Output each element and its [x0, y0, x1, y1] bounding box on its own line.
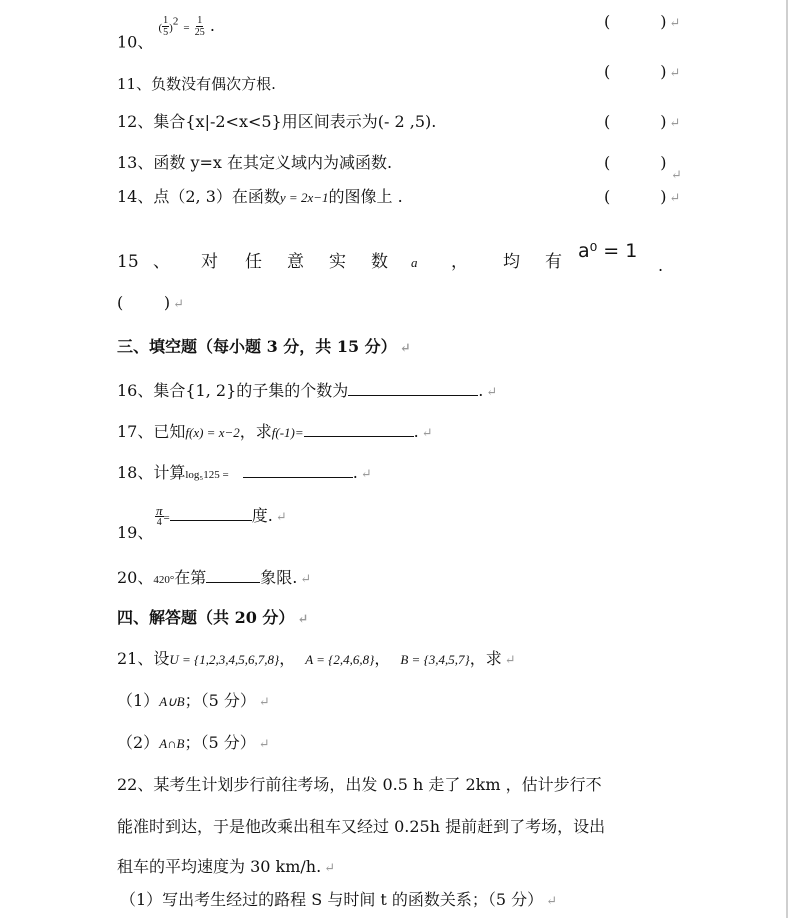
- return-mark-icon: ↵: [360, 467, 372, 482]
- q15-part: 均: [503, 252, 520, 272]
- question-text: 14、点（2, 3）在函数: [117, 187, 280, 206]
- question-21: [117, 649, 516, 671]
- period: .: [352, 463, 358, 482]
- formula: 420°: [153, 574, 175, 586]
- question-number: 20、: [117, 568, 154, 587]
- period: .: [209, 16, 215, 36]
- q15-part: 意: [287, 252, 304, 272]
- question-14: [117, 187, 403, 208]
- return-mark-icon: ↵: [669, 191, 681, 206]
- question-12: [117, 112, 436, 132]
- question-19-body: [155, 505, 287, 528]
- question-17: [117, 421, 433, 444]
- q15-part: ，: [451, 252, 468, 272]
- paren-open: (: [604, 12, 611, 31]
- return-mark-icon: ↵: [399, 341, 411, 356]
- answer-paren-12[interactable]: [604, 112, 680, 134]
- question-text: ，求: [239, 422, 272, 441]
- formula: a⁰ = 1: [578, 240, 638, 262]
- exponent: 2: [172, 16, 179, 28]
- question-16: [117, 380, 497, 403]
- question-text-tail: 的图像上 .: [328, 187, 403, 206]
- question-22-line-2: [117, 817, 605, 837]
- answer-paren-11[interactable]: [604, 62, 680, 84]
- formula: ( $\frac{1}{5}$ )$^2$ = $\frac{1}{25}$ .: [158, 15, 215, 39]
- section-title-fill-in: [117, 337, 411, 359]
- score: ；（5 分）: [184, 733, 256, 752]
- q15-part: 对: [201, 252, 218, 272]
- denominator: 25: [194, 27, 205, 39]
- score: ；（5 分）: [184, 691, 256, 710]
- paren-close: ): [660, 153, 667, 172]
- answer-paren-15[interactable]: [117, 293, 184, 315]
- question-13: [117, 153, 392, 173]
- q15-part: 实: [329, 252, 346, 272]
- separator: ，: [374, 649, 391, 668]
- question-text: 18、计算: [117, 463, 186, 482]
- formula: A∩B: [159, 736, 185, 751]
- formula: y = 2x−1: [279, 190, 329, 205]
- heading: 四、解答题（共 20 分）: [117, 608, 295, 627]
- answer-blank[interactable]: [170, 505, 252, 521]
- paren-open: (: [604, 62, 611, 81]
- denominator: 4: [156, 517, 162, 528]
- formula-b: B = {3,4,5,7}: [400, 652, 470, 667]
- return-mark-icon: ↵: [421, 426, 433, 441]
- question-number: 19、: [117, 523, 154, 542]
- answer-blank[interactable]: [243, 462, 353, 478]
- answer-blank[interactable]: [304, 421, 414, 437]
- question-text: 在第: [174, 568, 207, 587]
- q15-part: a: [411, 255, 418, 270]
- numerator: π: [156, 503, 163, 518]
- return-mark-icon: ↵: [173, 297, 185, 312]
- paren-close: ): [660, 187, 667, 206]
- q15-part: 15: [117, 252, 139, 272]
- paren-close: ): [660, 12, 667, 31]
- question-21-part-1: [117, 691, 270, 713]
- question-22-part-1: [120, 890, 557, 912]
- formula: A∪B: [159, 694, 185, 709]
- separator: ，: [279, 649, 296, 668]
- return-mark-icon: ↵: [669, 116, 681, 131]
- denominator: 5: [163, 27, 169, 39]
- formula: log₅125 =: [185, 469, 229, 481]
- return-mark-icon: ↵: [300, 572, 312, 587]
- return-mark-icon: ↵: [669, 66, 681, 81]
- answer-blank[interactable]: [348, 380, 478, 396]
- question-10: [117, 15, 215, 54]
- paren-close: ): [660, 112, 667, 131]
- numerator: 1: [197, 15, 203, 27]
- q15-part: 有: [545, 252, 562, 272]
- question-text: 11、负数没有偶次方根.: [117, 75, 276, 93]
- equals: =: [183, 22, 190, 35]
- question-text: 17、已知: [117, 422, 186, 441]
- question-text: 13、函数 y=x 在其定义域内为减函数.: [117, 153, 393, 172]
- return-mark-icon: ↵: [258, 695, 270, 710]
- return-mark-icon: ↵: [504, 653, 516, 668]
- section-title-answer: [117, 608, 308, 630]
- question-text: 22、某考生计划步行前往考场，出发 0.5 h 走了 2km ，估计步行不: [117, 775, 602, 794]
- question-22-line-1: [117, 775, 602, 795]
- question-text: 16、集合{1, 2}的子集的个数为: [117, 381, 349, 400]
- question-text: 象限.: [260, 568, 298, 587]
- period: .: [478, 381, 484, 400]
- question-text: （1）写出考生经过的路程 S 与时间 t 的函数关系；（5 分）: [120, 890, 544, 909]
- numerator: 1: [163, 15, 169, 27]
- answer-paren-10[interactable]: [604, 12, 680, 34]
- return-mark-icon: ↵: [546, 894, 558, 909]
- return-mark-icon: ↵: [669, 16, 681, 31]
- question-21-part-2: [117, 733, 270, 755]
- question-19: [117, 523, 153, 543]
- question-text: ，求: [469, 649, 502, 668]
- question-18: [117, 462, 372, 485]
- question-text: 12、集合{x|-2<x<5}用区间表示为(- 2 ,5).: [117, 112, 437, 131]
- sub-label: （1）: [117, 691, 160, 710]
- return-mark-icon: ↵: [275, 510, 287, 525]
- question-text: 租车的平均速度为 30 km/h.: [117, 857, 322, 876]
- equals: =: [163, 512, 170, 524]
- paren-open: (: [604, 187, 611, 206]
- return-mark-icon: ↵: [258, 737, 270, 752]
- paren-close: ): [660, 62, 667, 81]
- formula-a: A = {2,4,6,8}: [305, 652, 375, 667]
- formula-u: U = {1,2,3,4,5,6,7,8}: [169, 652, 280, 667]
- heading: 三、填空题（每小题 3 分，共 15 分）: [117, 337, 397, 356]
- paren-open: (: [604, 153, 611, 172]
- answer-paren-13[interactable]: [604, 153, 667, 173]
- q15-part: 任: [245, 252, 262, 272]
- question-text: 度.: [251, 506, 273, 525]
- question-20: [117, 567, 311, 590]
- sub-label: （2）: [117, 733, 160, 752]
- return-mark-icon: ↵: [671, 168, 682, 183]
- question-22-line-3: [117, 857, 335, 879]
- q15-part: 数: [371, 252, 388, 272]
- answer-paren-14[interactable]: [604, 187, 680, 209]
- formula: f(x) = x−2: [185, 425, 240, 440]
- question-text: 21、设: [117, 649, 170, 668]
- return-mark-icon: ↵: [324, 861, 336, 876]
- paren-open: (: [604, 112, 611, 131]
- question-11: [117, 74, 276, 94]
- period: .: [658, 256, 664, 275]
- answer-blank[interactable]: [206, 567, 260, 583]
- question-15: [117, 252, 585, 273]
- formula: f(-1)=: [271, 425, 304, 440]
- period: .: [413, 422, 419, 441]
- question-number: 10、: [117, 32, 154, 52]
- return-mark-icon: ↵: [486, 385, 498, 400]
- return-mark-icon: ↵: [297, 612, 309, 627]
- q15-part: 、: [153, 252, 170, 272]
- question-text: 能准时到达，于是他改乘出租车又经过 0.25h 提前赶到了考场，设出: [117, 817, 606, 836]
- paren: ( ): [117, 293, 171, 312]
